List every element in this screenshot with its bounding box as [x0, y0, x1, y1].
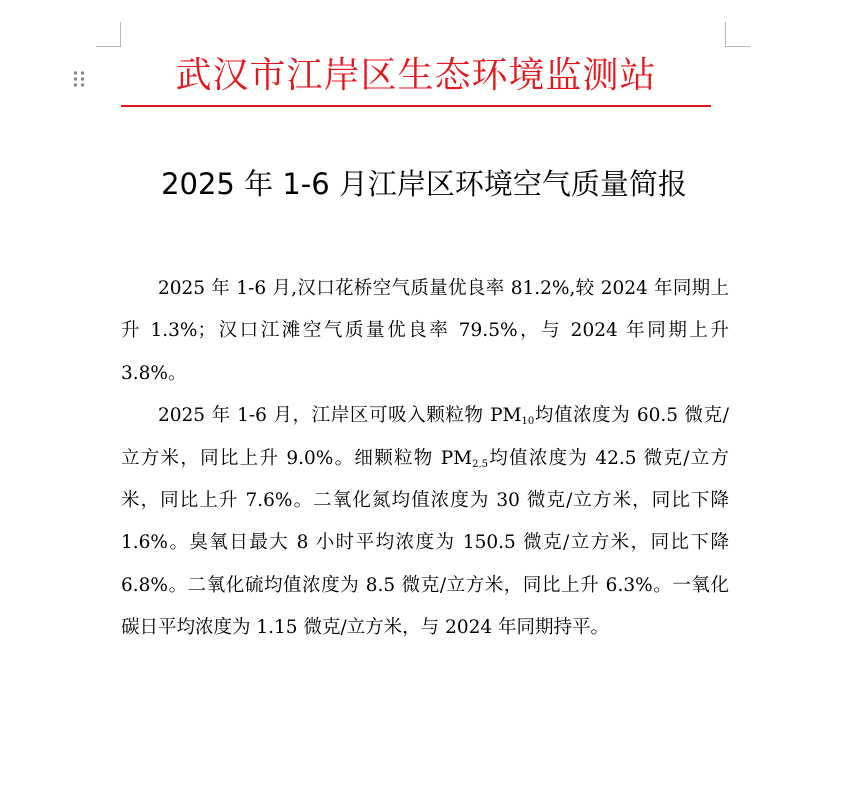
organization-header[interactable]: 武汉市江岸区生态环境监测站 [175, 55, 657, 96]
paragraph-text-segment: 均值浓度为 60.5 微克/立方米，同比上升 9.0%。细颗粒物 PM [121, 405, 729, 469]
paragraph-air-quality-rate[interactable]: 2025 年 1-6 月,汉口花桥空气质量优良率 81.2%,较 2024 年同期上升 1.3%；汉口江滩空气质量优良率 79.5%，与 2024 年同期上升 3.8%。 [121, 278, 729, 384]
pm10-subscript: 10 [521, 416, 535, 428]
paragraph-pollutant-concentrations[interactable] [121, 395, 729, 649]
paragraph-text-segment: 均值浓度为 42.5 微克/立方米，同比上升 7.6%。二氧化氮均值浓度为 30 微克/立方米，同比下降 1.6%。臭氧日最大 8 小时平均浓度为 150.5 微克/立方米，同比下降 6.8%。二氧化硫均值浓度为 8.5 微克/立方米，同比上升 6.3%。一氧化碳日平均浓度为 1.15 微克/立方米，与 2024 年同期持平。 [121, 447, 730, 639]
pm25-subscript: 2.5 [472, 458, 488, 470]
document-title[interactable]: 2025 年 1-6 月江岸区环境空气质量简报 [161, 167, 687, 201]
page-corner-mark-top-right [725, 22, 750, 47]
header-divider [121, 105, 711, 107]
drag-handle-icon[interactable] [73, 70, 85, 88]
paragraph-text-segment: 2025 年 1-6 月，江岸区可吸入颗粒物 PM [158, 405, 522, 427]
page-corner-mark-top-left [96, 22, 121, 47]
document-body[interactable] [121, 268, 729, 650]
